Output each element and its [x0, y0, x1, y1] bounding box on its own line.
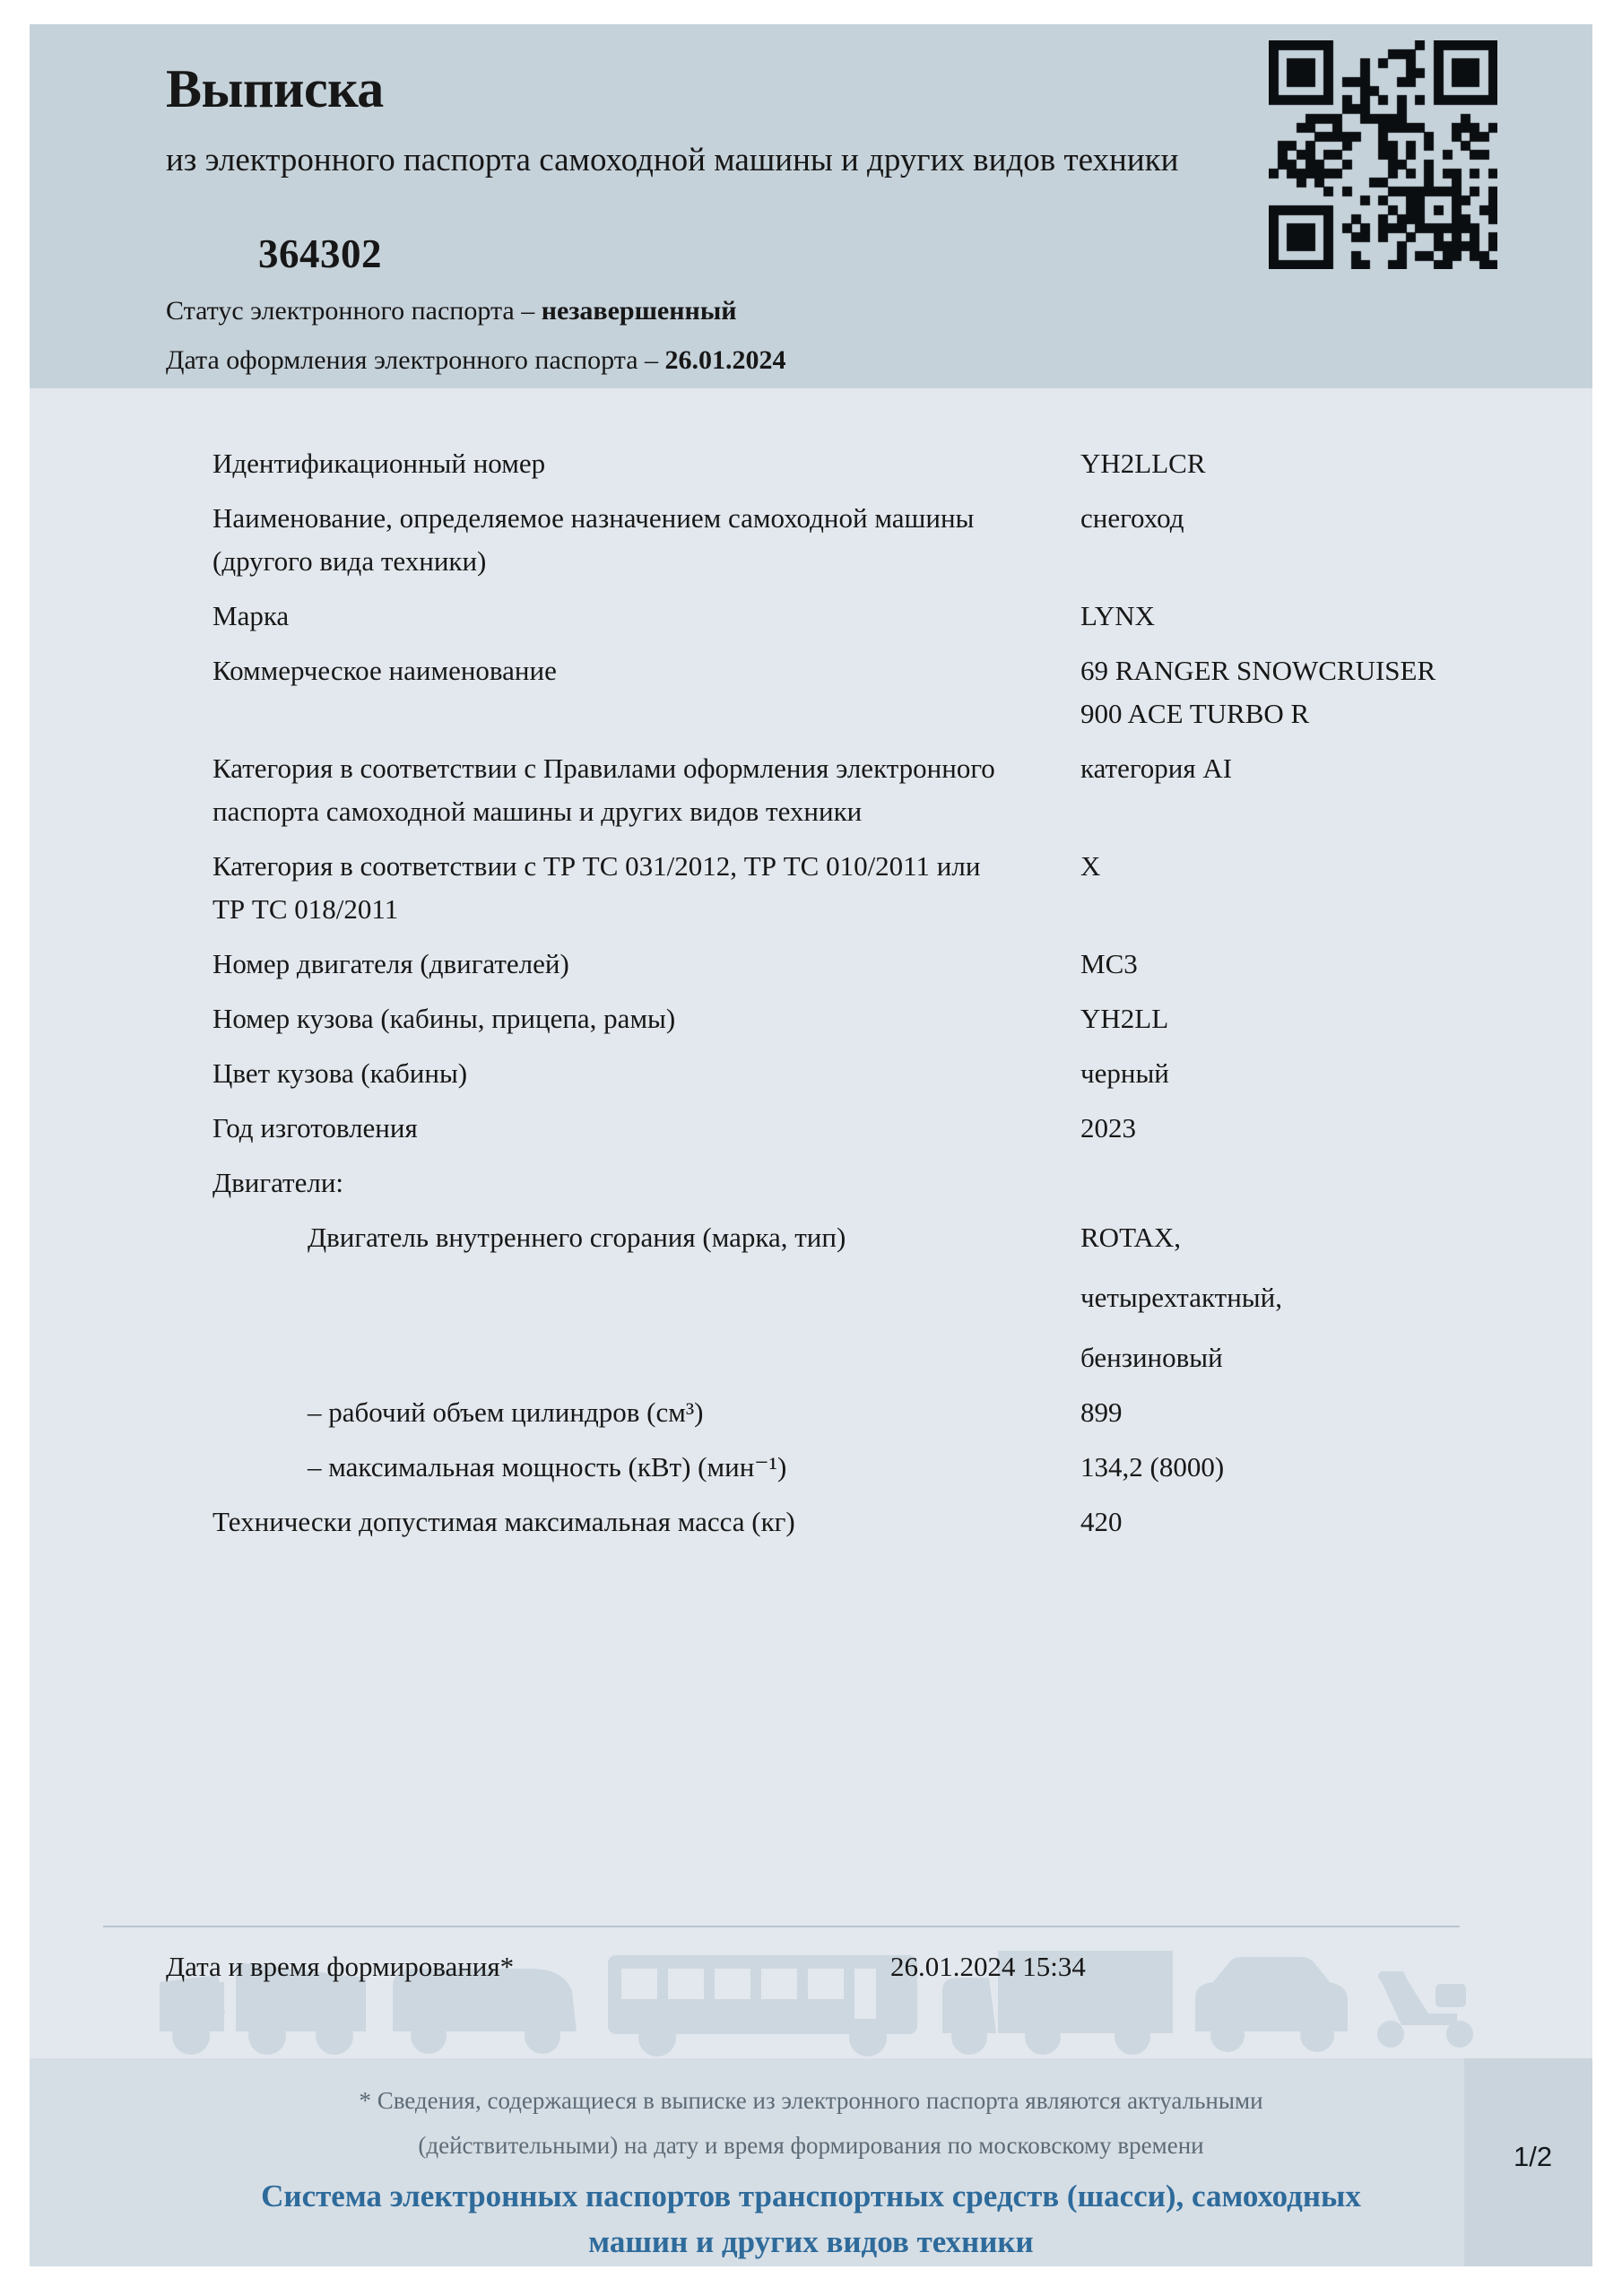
field-value: 134,2 (8000) [1080, 1451, 1225, 1483]
generation-label: Дата и время формирования* [166, 1951, 515, 1982]
field-value: X [1080, 850, 1101, 882]
field-value: 2023 [1080, 1112, 1136, 1144]
table-row [30, 747, 1592, 833]
table-row-engine [30, 1216, 1592, 1379]
table-row [30, 1052, 1592, 1095]
field-label: Категория в соответствии с Правилами оформления электронного паспорта самоходной машины и других видов техники [213, 752, 995, 827]
field-label: – максимальная мощность (кВт) (мин⁻¹) [308, 1451, 787, 1483]
field-value: LYNX [1080, 600, 1155, 631]
header-band [30, 24, 1592, 388]
issue-date-line [166, 345, 786, 376]
field-label: Год изготовления [213, 1112, 418, 1144]
field-value: 420 [1080, 1506, 1123, 1537]
fields-table [30, 388, 1592, 1555]
field-value: категория AI [1080, 752, 1233, 784]
passport-status-line [166, 296, 737, 326]
table-row [30, 1391, 1592, 1434]
field-label: Двигатель внутреннего сгорания (марка, тип) [308, 1222, 846, 1253]
table-row [30, 1446, 1592, 1489]
field-value: YH2LL [1080, 1003, 1169, 1034]
table-row-engines-header [30, 1161, 1592, 1205]
generation-value: 26.01.2024 15:34 [890, 1951, 1086, 1982]
table-row [30, 595, 1592, 638]
status-label: Статус электронного паспорта – [166, 296, 542, 326]
table-row [30, 649, 1592, 735]
document-panel [30, 24, 1592, 2266]
footnote-text: * Сведения, содержащиеся в выписке из электронного паспорта являются актуальными (действительными) на дату и время формирования по московскому времени [359, 2087, 1263, 2159]
issue-date-value: 26.01.2024 [664, 345, 786, 375]
field-label: Наименование, определяемое назначением самоходной машины (другого вида техники) [213, 502, 975, 577]
engine-value-line: бензиновый [1080, 1342, 1223, 1373]
field-label: Цвет кузова (кабины) [213, 1057, 468, 1089]
field-value: черный [1080, 1057, 1169, 1089]
field-label: Технически допустимая максимальная масса (кг) [213, 1506, 795, 1537]
table-row [30, 1107, 1592, 1150]
footer-band [30, 2058, 1592, 2266]
qr-code-icon [1269, 40, 1497, 269]
divider-line [103, 1926, 1460, 1927]
field-label: Идентификационный номер [213, 448, 546, 479]
field-value: снегоход [1080, 502, 1184, 534]
document-subtitle: из электронного паспорта самоходной машины и других видов техники [166, 142, 1179, 178]
passport-number: 364302 [258, 231, 382, 276]
field-value [1080, 1216, 1475, 1379]
field-label: Номер двигателя (двигателей) [213, 948, 569, 979]
table-row [30, 943, 1592, 986]
field-value: 69 RANGER SNOWCRUISER 900 ACE TURBO R [1080, 655, 1436, 729]
field-label: Марка [213, 600, 290, 631]
field-value: YH2LLCR [1080, 448, 1206, 479]
document-title: Выписка [166, 59, 384, 118]
field-label: Номер кузова (кабины, прицепа, рамы) [213, 1003, 676, 1034]
field-label: Двигатели: [213, 1167, 344, 1198]
page-number: 1/2 [1514, 2141, 1553, 2172]
table-row [30, 1500, 1592, 1544]
status-value: незавершенный [541, 296, 737, 326]
table-row [30, 442, 1592, 485]
field-value: 899 [1080, 1396, 1123, 1428]
table-row [30, 997, 1592, 1040]
engine-value-line: ROTAX, [1080, 1222, 1182, 1253]
system-title: Система электронных паспортов транспортных средств (шасси), самоходных машин и других видов техники [261, 2179, 1361, 2259]
field-label: Коммерческое наименование [213, 655, 557, 686]
table-row [30, 845, 1592, 931]
engine-value-line: четырехтактный, [1080, 1282, 1282, 1313]
issue-date-label: Дата оформления электронного паспорта – [166, 345, 665, 375]
field-label: – рабочий объем цилиндров (см³) [308, 1396, 704, 1428]
field-value: MC3 [1080, 948, 1138, 979]
field-label: Категория в соответствии с ТР ТС 031/2012, ТР ТС 010/2011 или ТР ТС 018/2011 [213, 850, 981, 925]
table-row [30, 497, 1592, 583]
